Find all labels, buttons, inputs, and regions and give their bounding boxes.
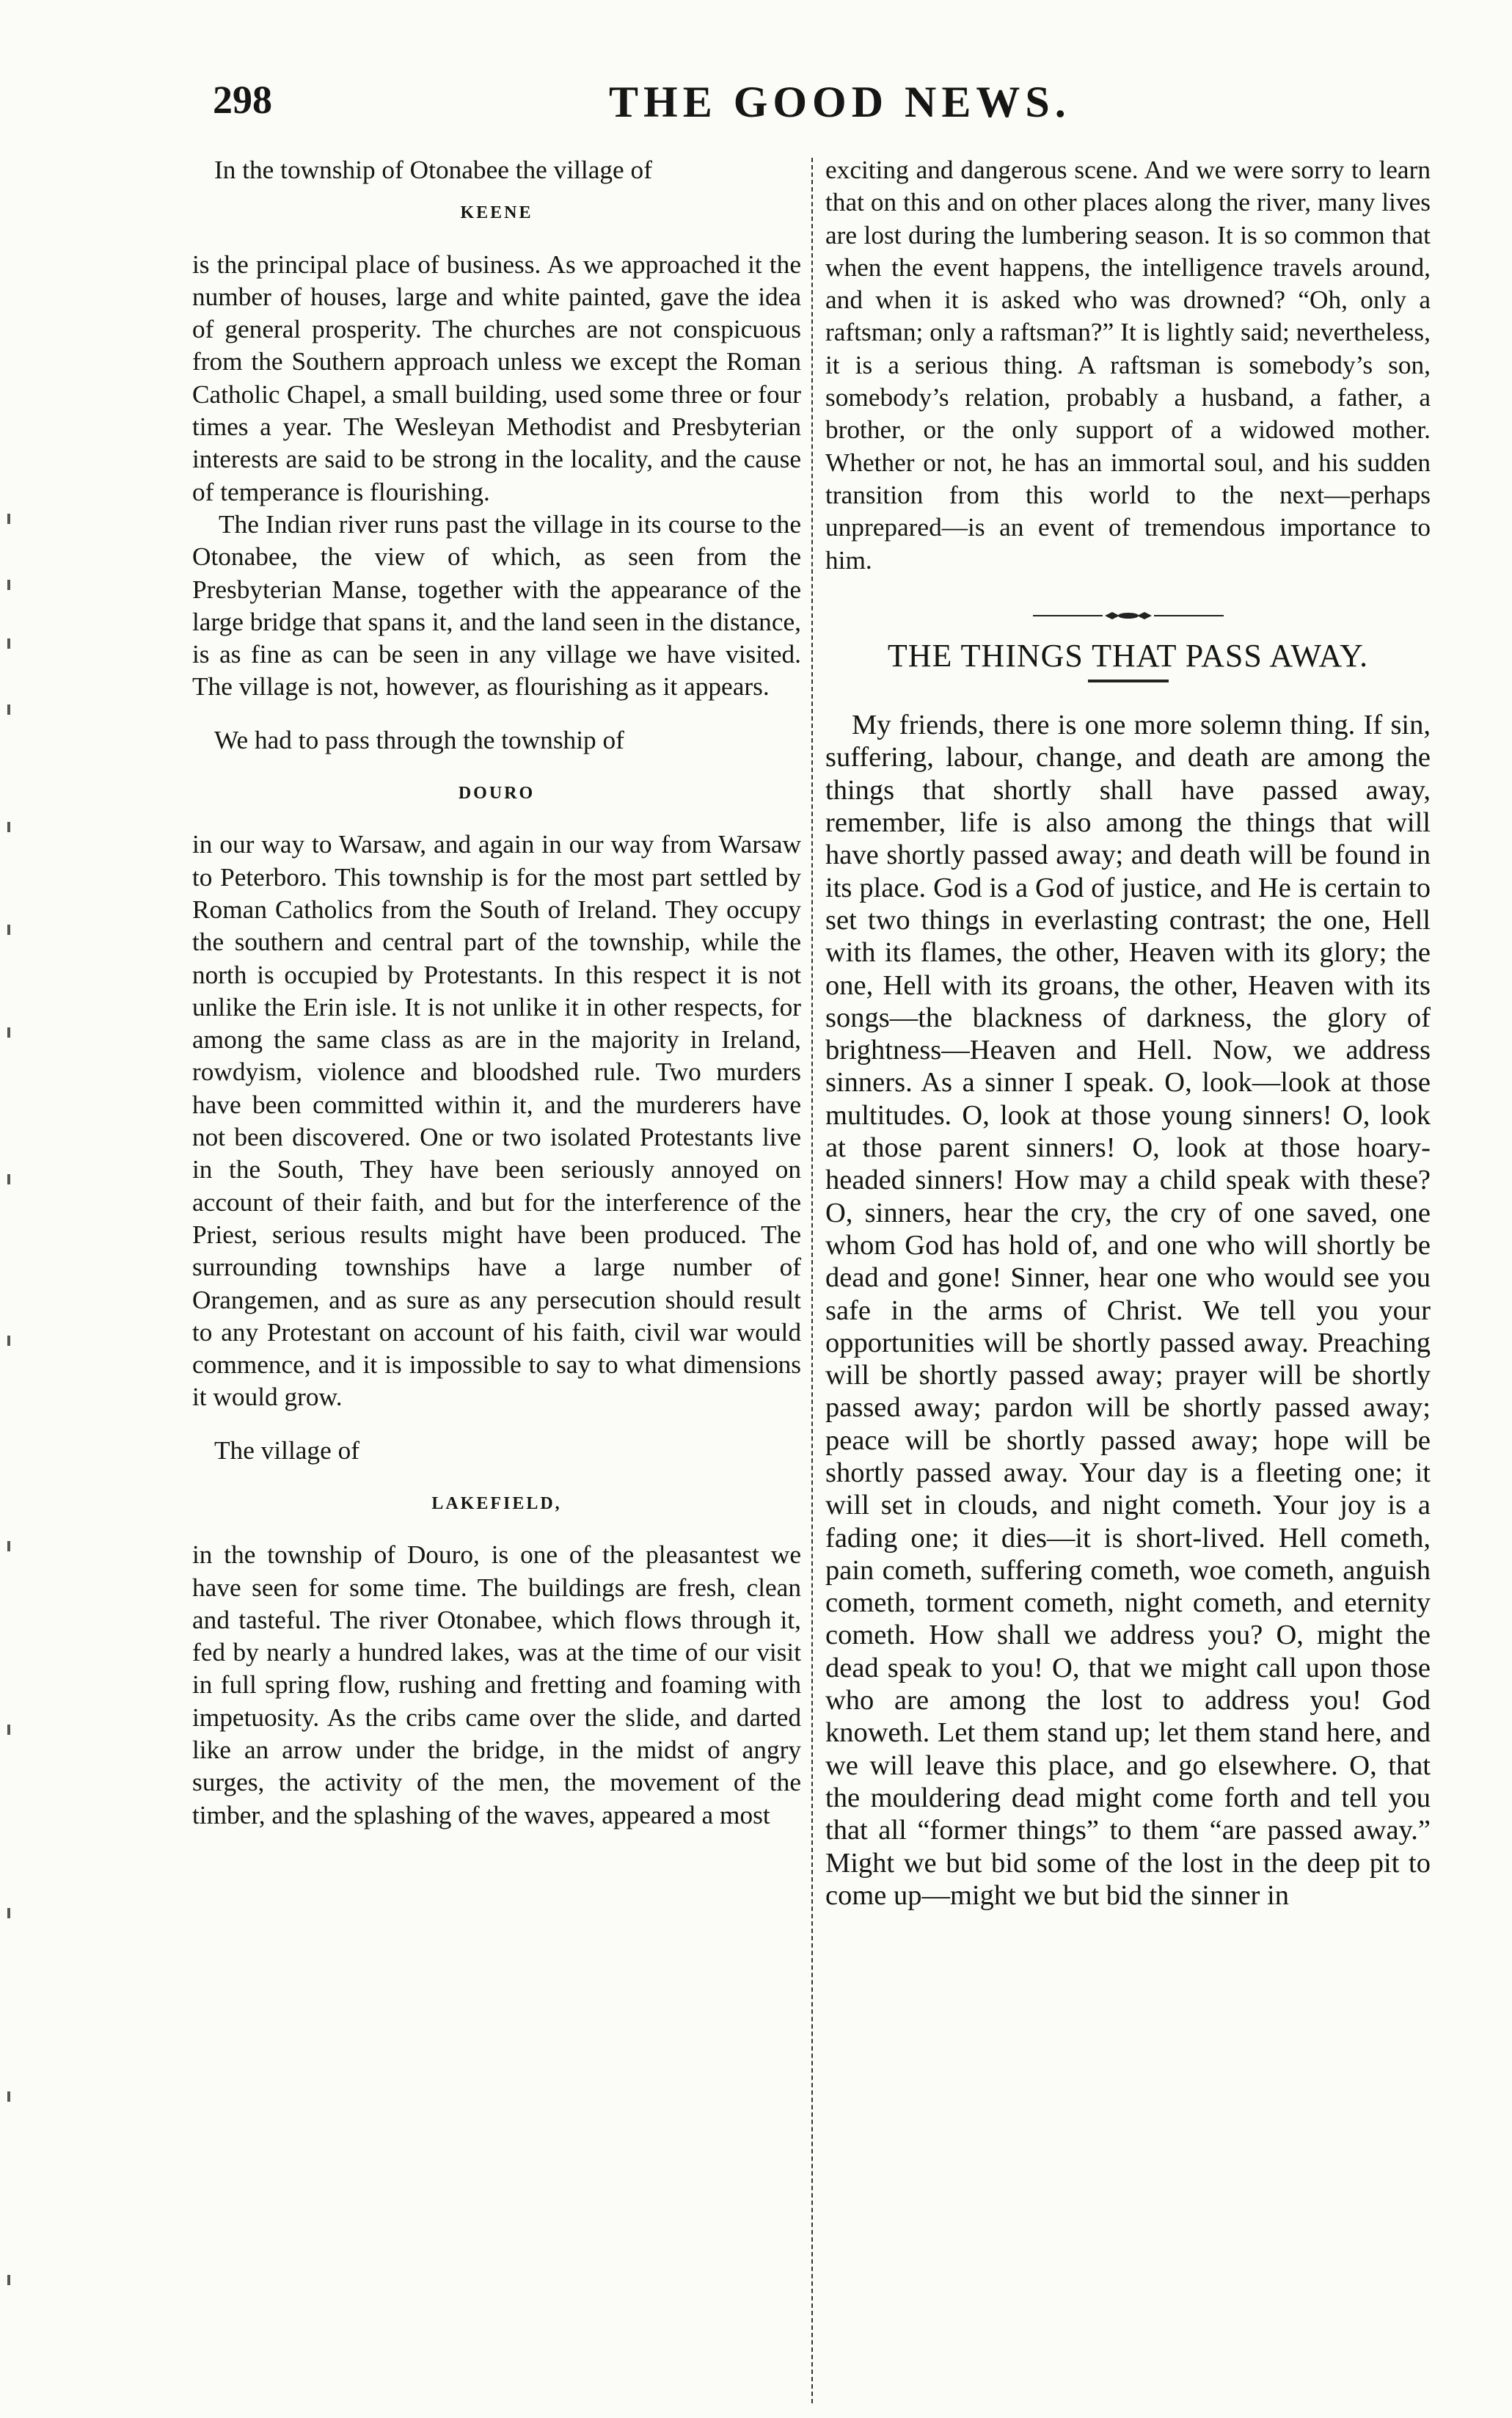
scan-speck	[7, 925, 10, 935]
scan-speck	[7, 1908, 10, 1918]
scan-speck	[7, 1027, 10, 1038]
scan-margin-marks	[7, 514, 29, 2385]
subhead-douro: DOURO	[458, 784, 536, 804]
page-number: 298	[213, 78, 272, 122]
left-column	[192, 154, 801, 1832]
title-underline	[1088, 680, 1169, 682]
scan-speck	[7, 580, 10, 590]
scan-speck	[7, 2275, 10, 2285]
subhead-lakefield: LAKEFIELD,	[431, 1493, 562, 1513]
continued-paragraph: exciting and dangerous scene. And we were sorry to learn that on this and on other places along the river, many lives are lost during the lumbering season. It is so common that when the event happens, the intelligence travels around, and when it is asked who was drowned? “Oh, only a raftsman; only a raftsman?” It is lightly said; nevertheless, it is a serious thing. A raftsman is somebody’s son, somebody’s relation, probably a husband, a father, a brother, or the only support of a widowed mother. Whether or not, he has an immortal soul, and his sudden transition from this world to the next—perhaps unprepared—is an event of tremendous importance to him.	[825, 156, 1431, 575]
douro-paragraph: in our way to Warsaw, and again in our way from Warsaw to Peterboro. This township is for the most part settled by Roman Catholics from the South of Ireland. They occupy the southern and central part of the township, while the north is occupied by Protestants. In this respect it is not unlike the Erin isle. It is not unlike it in other respects, for among the same class as are in the majority in Ireland, rowdyism, violence and bloodshed rule. Two murders have been committed within it, and the murderers have not been discovered. One or two isolated Protestants live in the South, They have been seriously annoyed on account of their faith, and but for the interference of the Priest, serious results might have been produced. The surrounding townships have a large number of Orangemen, and as sure as any persecution should result to any Protestant on account of his faith, civil war would commence, and it is impossible to say to what dimensions it would grow.	[192, 830, 801, 1412]
scan-speck	[7, 1174, 10, 1184]
scan-speck	[7, 638, 10, 649]
keene-intro: In the township of Otonabee the village of	[214, 156, 652, 184]
scan-speck	[7, 2091, 10, 2102]
indian-river-paragraph: The Indian river runs past the village in its course to the Otonabee, the view of which, as seen from the Presbyterian Manse, together with the appearance of the large bridge that spans it, and the land seen in the distance, is as fine as can be seen in any village we have visited. The village is not, however, as flourishing as it appears.	[192, 509, 801, 702]
scan-speck	[7, 822, 10, 832]
running-title: THE GOOD NEWS.	[609, 78, 1071, 126]
lakefield-intro: The village of	[214, 1435, 359, 1465]
article-body: My friends, there is one more solemn thing. If sin, suffering, labour, change, and death are among the things that shortly shall have passed away, remember, life is also among the things that will have shortly passed away; and death will be found in its place. God is a God of justice, and He is certain to set two things in everlasting contrast; the one, Hell with its flames, the other, Heaven with its glory; the one, Hell with its groans, the other, Heaven with its songs—the blackness of darkness, the glory of brightness—Heaven and Hell. Now, we address sinners. As a sinner I speak. O, look—look at those multitudes. O, look at those young sinners! O, look at those parent sinners! O, look at those hoary-headed sinners! How may a child speak with these? O, sinners, hear the cry, the cry of one saved, one whom God has hold of, and one who will shortly be dead and gone! Sinner, hear one who would see you safe in the arms of Christ. We tell you your opportunities will be shortly passed away. Preaching will be shortly passed away; prayer will be shortly passed away; pardon will be shortly passed away; peace will be shortly passed away; hope will be shortly passed away. Your day is a fleeting one; it will set in clouds, and night cometh. Your joy is a fading one; it dies—it is short-lived. Hell cometh, pain cometh, suffering cometh, woe cometh, anguish cometh, torment cometh, night cometh, and eternity cometh. How shall we address you? O, might the dead speak to you! O, that we might call upon those who are among the lost to address you! God knoweth. Let them stand up; let them stand here, and we will leave this place, and go elsewhere. O, that the mouldering dead might come forth and tell you that all “former things” to them “are passed away.” Might we but bid some of the lost in the deep pit to come up—might we but bid the sinner in	[825, 710, 1431, 1911]
keene-paragraph: is the principal place of business. As we approached it the number of houses, large and white painted, gave the idea of general prosperity. The churches are not conspicuous from the Southern approach unless we except the Roman Catholic Chapel, a small building, used some three or four times a year. The Wesleyan Methodist and Presbyterian interests are said to be strong in the locality, and the cause of temperance is flourishing.	[192, 250, 801, 506]
subhead-keene: KEENE	[460, 203, 533, 223]
scan-speck	[7, 1336, 10, 1346]
ornamental-divider	[1033, 612, 1224, 619]
column-divider	[811, 158, 813, 2403]
douro-intro: We had to pass through the township of	[214, 725, 624, 754]
scan-speck	[7, 704, 10, 715]
article-title: THE THINGS THAT PASS AWAY.	[887, 637, 1369, 674]
right-column	[825, 154, 1431, 1912]
ornament-icon	[1033, 611, 1224, 621]
lakefield-paragraph: in the township of Douro, is one of the pleasantest we have seen for some time. The buildings are fresh, clean and tasteful. The river Otonabee, which flows through it, fed by nearly a hundred lakes, was at the time of our visit in full spring flow, rushing and fretting and foaming with impetuosity. As the cribs came over the slide, and darted like an arrow under the bridge, in the midst of angry surges, the activity of the men, the movement of the timber, and the splashing of the waves, appeared a most	[192, 1540, 801, 1829]
scan-speck	[7, 1541, 10, 1551]
scan-speck	[7, 514, 10, 524]
page-header	[0, 77, 1512, 128]
scan-speck	[7, 1725, 10, 1735]
